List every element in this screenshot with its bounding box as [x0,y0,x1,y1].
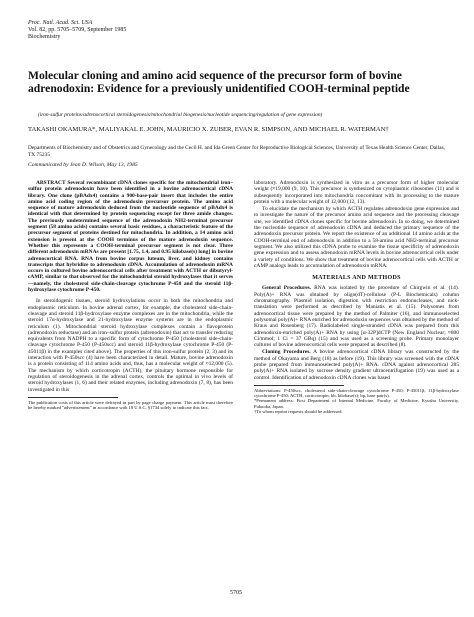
abstract-label: ABSTRACT [36,180,66,186]
intro-continued: laboratory. Adrenodoxin is synthesized in vitro as a precursor form of higher molecular weight (≈19,000 (9, 10). This precursor is synthesized on cytoplasmic ribosomes (11) and is subsequently incorporated into mitochondria concomitant with its processing to the mature protein with a molecular weight of 12,000 (12, 13). [254,180,459,205]
page-number: 5705 [230,590,242,596]
abstract [28,180,233,293]
present-address: *Permanent address: First Department of Internal Medicine, Faculty of Medicine, Kyushu University, Fukuoka, Japan. [254,398,459,409]
general-procedures [254,285,459,348]
cloning-procedures [254,349,459,380]
abbrev-divider [254,385,344,386]
article-title: Molecular cloning and amino acid sequence of the precursor form of bovine adrenodoxin: Evidence for a previously unidentified COOH-terminal peptide [28,69,410,95]
journal-volume: Vol. 82, pp. 5705–5709, September 1985 [28,27,127,33]
general-procedures-label: General Procedures. [262,285,312,292]
footnote-divider [28,397,118,398]
intro-paragraph-2: To elucidate the mechanism by which ACTH regulates adrenodoxin gene expression and to investigate the nature of the precursor amino acid sequence and the processing cleavage site, we identified cDNA clones specific for bovine adrenodoxin. In so doing, we determined the nucleotide sequence of adrenodoxin cDNA and deduced the primary sequence of the adrenodoxin precursor protein. We report the existence of an additional 14 amino acids at the COOH-terminal end of adrenodoxin in addition to a 58-amino acid NH2-terminal precursor segment. We also utilized this cDNA probe to examine the tissue specificity of adrenodoxin gene expression and to assess adrenodoxin mRNA levels in bovine adrenocortical cells under a variety of conditions. We show that treatment of bovine adrenocortical cells with ACTH or cAMP analogs leads to accumulation of adrenodoxin mRNA. [254,206,459,269]
journal-header [28,20,126,41]
right-column [254,180,459,414]
abbreviations: Abbreviations: P-450scc, cholesterol side-chain-cleavage cytochrome P-450; P-45011β, 11β-hydroxylase cytochrome P-450; ACTH, corticotropin; kb, kilobase(s); bp, base pair(s). [254,387,459,399]
reprint-note: †To whom reprint requests should be addressed. [254,408,343,414]
cloning-procedures-label: Cloning Procedures. [262,349,311,356]
journal-section: Biochemistry [28,34,61,40]
cloning-procedures-text: A bovine adrenocortical cDNA library was constructed by the method of Okayama and Berg (18) as before (19). This library was screened with the cDNA probe prepared from immunoselected poly(A)+ RNA. cDNA against adrenocortical 285 poly(A)+ RNA isolated by sucrose density gradient ultracentrifugation (19) was used as a control. Identification of adrenodoxin cDNA clones was based [254,349,460,381]
affiliation: Departments of Biochemistry and of Obstetrics and Gynecology and the Cecil H. and Ida Green Center for Reproductive Biological Sciences, University of Texas Health Science Center, Dallas, TX 75235 [28,145,445,158]
authors: TAKASHI OKAMURA*, MALIYAKAL E. JOHN, MAURICIO X. ZUBER, EVAN R. SIMPSON, AND MICHAEL R. WATERMAN† [28,126,389,133]
keywords: (iron-sulfur proteins/adrenocortical steroidogenesis/mitochondrial biogenesis/nucleotide sequencing/regulation of gene expression) [38,112,323,118]
journal-name: Proc. Natl. Acad. Sci. USA [28,20,93,26]
left-column [28,180,233,410]
abstract-text: Several recombinant cDNA clones specific for the mitochondrial iron–sulfur protein adrenodoxin have been identified in a bovine adrenocortical cDNA library. One clone (pBAdx4) contains a 900-base-pair insert that includes the entire amino acid coding region of the adrenodoxin precursor protein. The amino acid sequence of mature adrenodoxin deduced from the nucleotide sequence of pBAdx4 is identical with that determined by protein sequencing except for three amide changes. The previously undetermined sequence of the adrenodoxin NH2-terminal precursor segment (58 amino acids) contains several basic residues, a characteristic feature of the precursor segment of proteins destined for mitochondria. In addition, a 14 amino acid extension is present at the COOH terminus of the mature adrenodoxin sequence. Whether this represents a COOH-terminal precursor segment is not clear. Three different adrenodoxin mRNAs are present [1.75, 1.4, and 0.95 kilobase(s) long] in bovine adrenocortical RNA. RNA from bovine corpus luteum, liver, and kidney contains transcripts that hybridize to adrenodoxin cDNA. Accumulation of adrenodoxin mRNA occurs in cultured bovine adrenocortical cells after treatment with ACTH or dibutyryl-cAMP, similar to that observed for the mitochondrial steroid hydroxylases that it serves—namely, the cholesterol side-chain-cleavage cytochrome P-450 and the steroid 11β-hydroxylase cytochrome P-450. [28,180,233,294]
publication-footnote: The publication costs of this article were defrayed in part by page charge payment. This article must therefore be hereby marked "advertisement" in accordance with 18 U.S.C. §1734 solely to indicate this fact. [28,399,233,410]
communicated-by: Communicated by Jean D. Wilson, May 13, 1985 [28,162,138,168]
general-procedures-text: RNA was isolated by the procedure of Chirgwin et al. (14). Poly(A)+ RNA was obtained by oligo(dT)-cellulose (P-L Biochemicals) column chromatography. Plasmid isolation, digestion with restriction endonucleases, and nick-translation were performed as described by Maniatis et al. (15). Polysomes from adrenocortical tissue were prepared by the method of Palmiter (16), and immunoselected polysomal poly(A)+ RNA enriched for adrenodoxin sequences was obtained by the method of Kraus and Rosenberg (17). Radiolabeled single-stranded cDNA was prepared from this adrenodoxin-enriched poly(A)+ RNA by using [α-32P]dCTP (New England Nuclear; ≈800 Ci/mmol; 1 Ci = 37 GBq) (15) and was used as a screening probe. Primary monolayer cultures of bovine adrenocortical cells were prepared as described (8). [254,285,460,349]
intro-paragraph: In steroidogenic tissues, steroid hydroxylations occur in both the mitochondria and endoplasmic reticulum. In bovine adrenal cortex, for example, the cholesterol side-chain-cleavage and steroid 11β-hydroxylase enzyme complexes are in the mitochondria, while the steroid 17α-hydroxylase and 21-hydroxylase enzyme systems are in the endoplasmic reticulum (1). Mitochondrial steroid hydroxylase complexes contain a flavoprotein (adrenodoxin reductase) and an iron–sulfur protein (adrenodoxin) that act to transfer reducing equivalents from NADPH to a specific form of cytochrome P-450 [cholesterol side-chain-cleavage cytochrome P-450 (P-450scc) and steroid 11β-hydroxylase cytochrome P-450 (P-45011β) in the examples cited above]. The properties of this iron-sulfur protein (2, 3) and its interaction with P-450scc (4) have been characterized in detail. Mature, bovine adrenodoxin is a protein consisting of 114 amino acids and, thus, has a molecular weight of ≈12,000 (5). The mechanism by which corticotropin (ACTH), the pituitary hormone responsible for regulation of steroidogenesis in the adrenal cortex, controls the optimal in vivo levels of steroid hydroxylases (1, 6) and their related enzymes, including adrenodoxin (7, 8), has been investigated in this [28,298,233,393]
methods-heading: MATERIALS AND METHODS [312,275,401,282]
